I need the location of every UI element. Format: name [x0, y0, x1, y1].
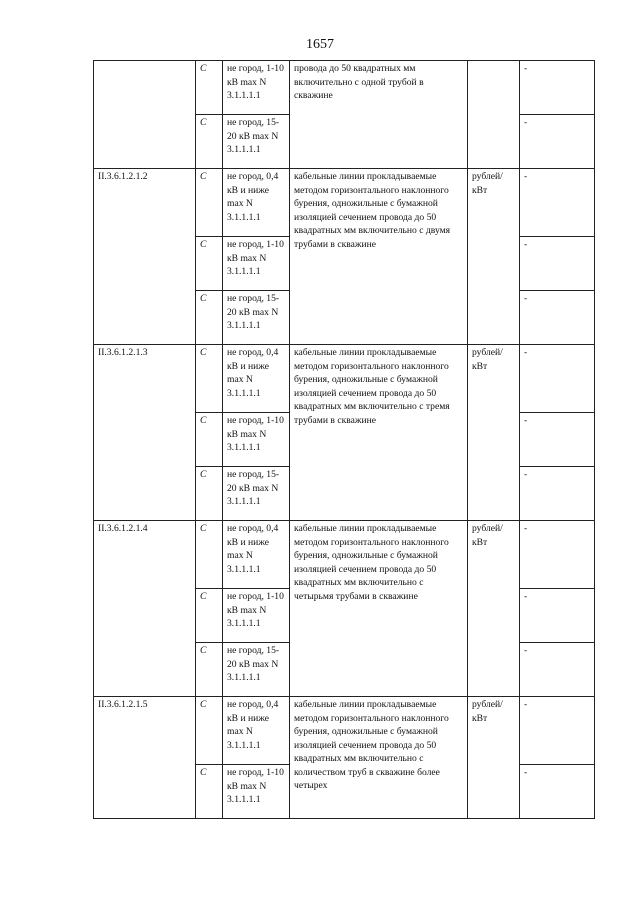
item-code: [94, 61, 196, 169]
category-letter: C: [196, 169, 223, 237]
category-letter: C: [196, 697, 223, 765]
rate-value: -: [520, 345, 595, 413]
cable-description: кабельные линии прокладываемые методом горизонтального наклонного бурения, одножильные с бумажной изоляцией сечением провода до 50 квадратных мм включительно с двумя трубами в скважине: [290, 169, 468, 345]
unit-of-measure: рублей/ кВт: [468, 697, 520, 819]
rate-value: -: [520, 61, 595, 115]
unit-of-measure: рублей/ кВт: [468, 169, 520, 345]
page-number: 1657: [306, 37, 334, 52]
voltage-condition: не город, 0,4 кВ и ниже max N 3.1.1.1.1: [223, 169, 290, 237]
rate-value: -: [520, 643, 595, 697]
category-letter: C: [196, 61, 223, 115]
rate-value: -: [520, 589, 595, 643]
voltage-condition: не город, 15-20 кВ max N 3.1.1.1.1: [223, 115, 290, 169]
unit-of-measure: рублей/ кВт: [468, 521, 520, 697]
rate-value: -: [520, 291, 595, 345]
voltage-condition: не город, 15-20 кВ max N 3.1.1.1.1: [223, 291, 290, 345]
voltage-condition: не город, 1-10 кВ max N 3.1.1.1.1: [223, 413, 290, 467]
table-row: [94, 521, 595, 589]
voltage-condition: не город, 0,4 кВ и ниже max N 3.1.1.1.1: [223, 345, 290, 413]
voltage-condition: не город, 1-10 кВ max N 3.1.1.1.1: [223, 589, 290, 643]
voltage-condition: не город, 1-10 кВ max N 3.1.1.1.1: [223, 61, 290, 115]
category-letter: C: [196, 413, 223, 467]
cable-description: кабельные линии прокладываемые методом горизонтального наклонного бурения, одножильные с бумажной изоляцией сечением провода до 50 квадратных мм включительно с тремя трубами в скважине: [290, 345, 468, 521]
voltage-condition: не город, 0,4 кВ и ниже max N 3.1.1.1.1: [223, 697, 290, 765]
voltage-condition: не город, 1-10 кВ max N 3.1.1.1.1: [223, 237, 290, 291]
voltage-condition: не город, 15-20 кВ max N 3.1.1.1.1: [223, 643, 290, 697]
table-row: [94, 61, 595, 115]
cable-description: кабельные линии прокладываемые методом горизонтального наклонного бурения, одножильные с бумажной изоляцией сечением провода до 50 квадратных мм включительно с четырьмя трубами в скважине: [290, 521, 468, 697]
rate-value: -: [520, 697, 595, 765]
category-letter: C: [196, 643, 223, 697]
rate-value: -: [520, 467, 595, 521]
table-row: [94, 169, 595, 237]
voltage-condition: не город, 1-10 кВ max N 3.1.1.1.1: [223, 765, 290, 819]
item-code: II.3.6.1.2.1.5: [94, 697, 196, 819]
cable-description: провода до 50 квадратных мм включительно с одной трубой в скважине: [290, 61, 468, 169]
table-row: [94, 345, 595, 413]
item-code: II.3.6.1.2.1.4: [94, 521, 196, 697]
category-letter: C: [196, 589, 223, 643]
category-letter: C: [196, 765, 223, 819]
category-letter: C: [196, 237, 223, 291]
category-letter: C: [196, 115, 223, 169]
rate-value: -: [520, 765, 595, 819]
category-letter: C: [196, 467, 223, 521]
cable-description: кабельные линии прокладываемые методом горизонтального наклонного бурения, одножильные с бумажной изоляцией сечением провода до 50 квадратных мм включительно с количеством труб в скважине более четырех: [290, 697, 468, 819]
rate-value: -: [520, 521, 595, 589]
category-letter: C: [196, 291, 223, 345]
voltage-condition: не город, 15-20 кВ max N 3.1.1.1.1: [223, 467, 290, 521]
rate-value: -: [520, 413, 595, 467]
item-code: II.3.6.1.2.1.2: [94, 169, 196, 345]
voltage-condition: не город, 0,4 кВ и ниже max N 3.1.1.1.1: [223, 521, 290, 589]
category-letter: C: [196, 345, 223, 413]
unit-of-measure: [468, 61, 520, 169]
item-code: II.3.6.1.2.1.3: [94, 345, 196, 521]
category-letter: C: [196, 521, 223, 589]
rate-value: -: [520, 169, 595, 237]
tariff-table: [93, 60, 595, 819]
rate-value: -: [520, 237, 595, 291]
unit-of-measure: рублей/ кВт: [468, 345, 520, 521]
table-row: [94, 697, 595, 765]
rate-value: -: [520, 115, 595, 169]
